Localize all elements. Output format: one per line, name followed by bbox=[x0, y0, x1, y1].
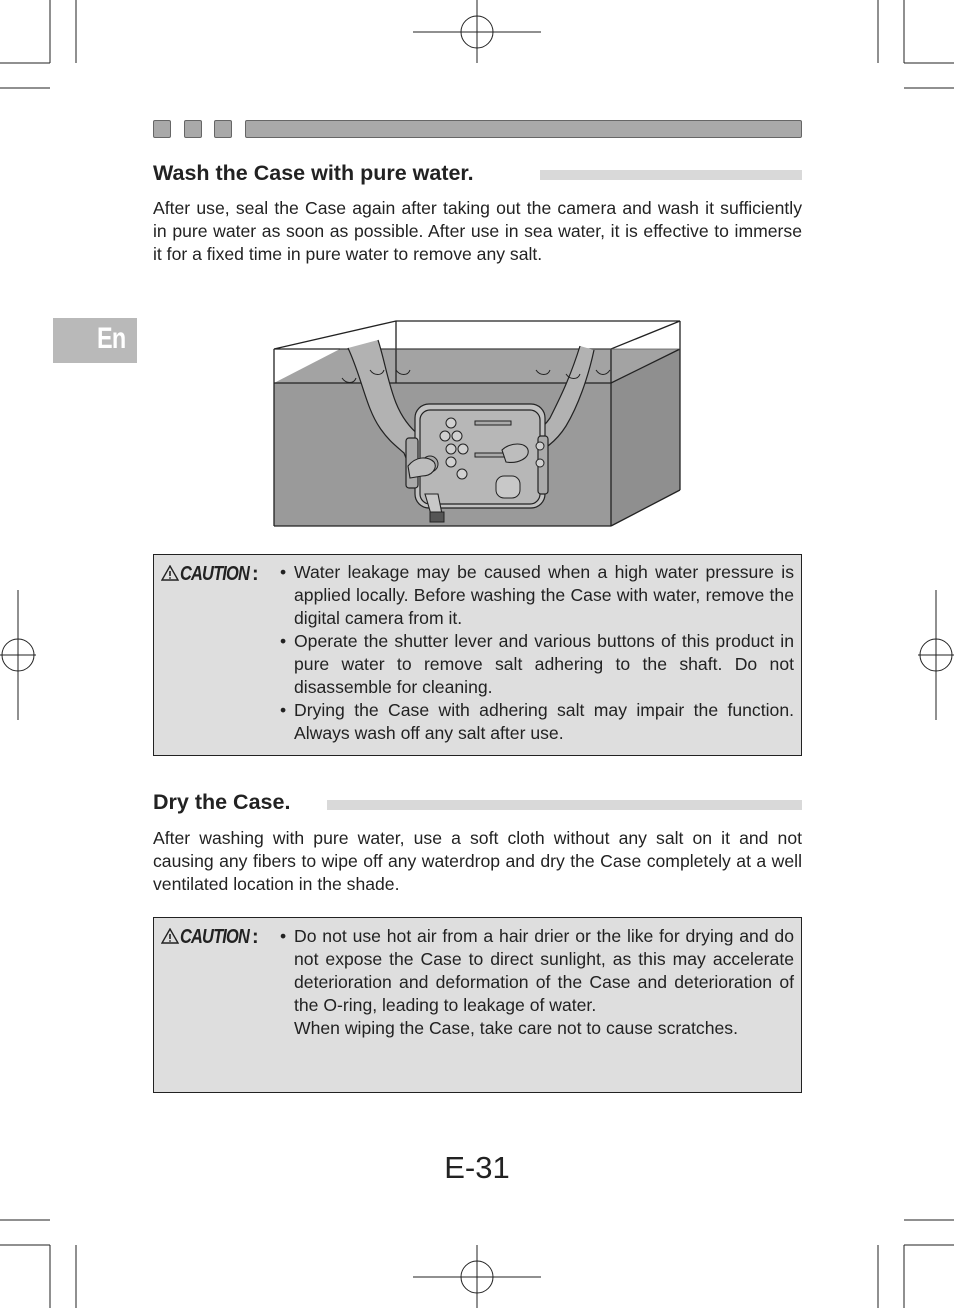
header-bar bbox=[245, 120, 802, 138]
caution-word: CAUTION bbox=[180, 563, 249, 585]
caution-list bbox=[280, 925, 794, 1040]
caution-box-water-pressure bbox=[153, 554, 802, 756]
warning-triangle-icon bbox=[161, 565, 179, 581]
caution-continuation: When wiping the Case, take care not to cause scratches. bbox=[294, 1018, 738, 1038]
caution-label: CAUTION : bbox=[161, 926, 258, 949]
washing-case-illustration bbox=[270, 318, 684, 530]
language-tab bbox=[53, 318, 137, 363]
section-heading-wash: Wash the Case with pure water. bbox=[153, 161, 474, 185]
header-square-3 bbox=[214, 120, 232, 138]
header-square-1 bbox=[153, 120, 171, 138]
caution-label: CAUTION : bbox=[161, 563, 258, 586]
warning-triangle-icon bbox=[161, 928, 179, 944]
caution-word: CAUTION bbox=[180, 926, 249, 948]
language-tab-label: En bbox=[97, 322, 126, 355]
heading-rule bbox=[540, 170, 802, 180]
section-heading-dry: Dry the Case. bbox=[153, 790, 291, 814]
caution-box-drying bbox=[153, 917, 802, 1093]
dry-instructions-paragraph: After washing with pure water, use a soft cloth without any salt on it and not causing any fibers to wipe off any waterdrop and dry the Case completely at a well ventilated location in the shade. bbox=[153, 828, 802, 894]
caution-item: • Operate the shutter lever and various buttons of this product in pure water to remove salt adhering to the shaft. Do not disassemble for cleaning. bbox=[280, 630, 794, 699]
caution-item: • Do not use hot air from a hair drier or the like for drying and do not expose the Case to direct sunlight, as this may accelerate deterioration and deformation of the Case and deterioration of the O-ring, leading to leakage of water. bbox=[280, 925, 794, 1017]
caution-item: • Water leakage may be caused when a high water pressure is applied locally. Before washing the Case with water, remove the digital camera from it. bbox=[280, 561, 794, 630]
water-surface bbox=[274, 349, 680, 383]
page-number: E-31 bbox=[444, 1150, 510, 1185]
wash-instructions-paragraph: After use, seal the Case again after taking out the camera and wash it sufficiently in pure water as soon as possible. After use in sea water, it is effective to immerse it for a fixed time in pure water to remove any salt. bbox=[153, 198, 802, 264]
caution-item: • Drying the Case with adhering salt may impair the function. Always wash off any salt after use. bbox=[280, 699, 794, 745]
caution-list bbox=[280, 561, 794, 745]
heading-rule bbox=[327, 800, 802, 810]
header-square-2 bbox=[184, 120, 202, 138]
